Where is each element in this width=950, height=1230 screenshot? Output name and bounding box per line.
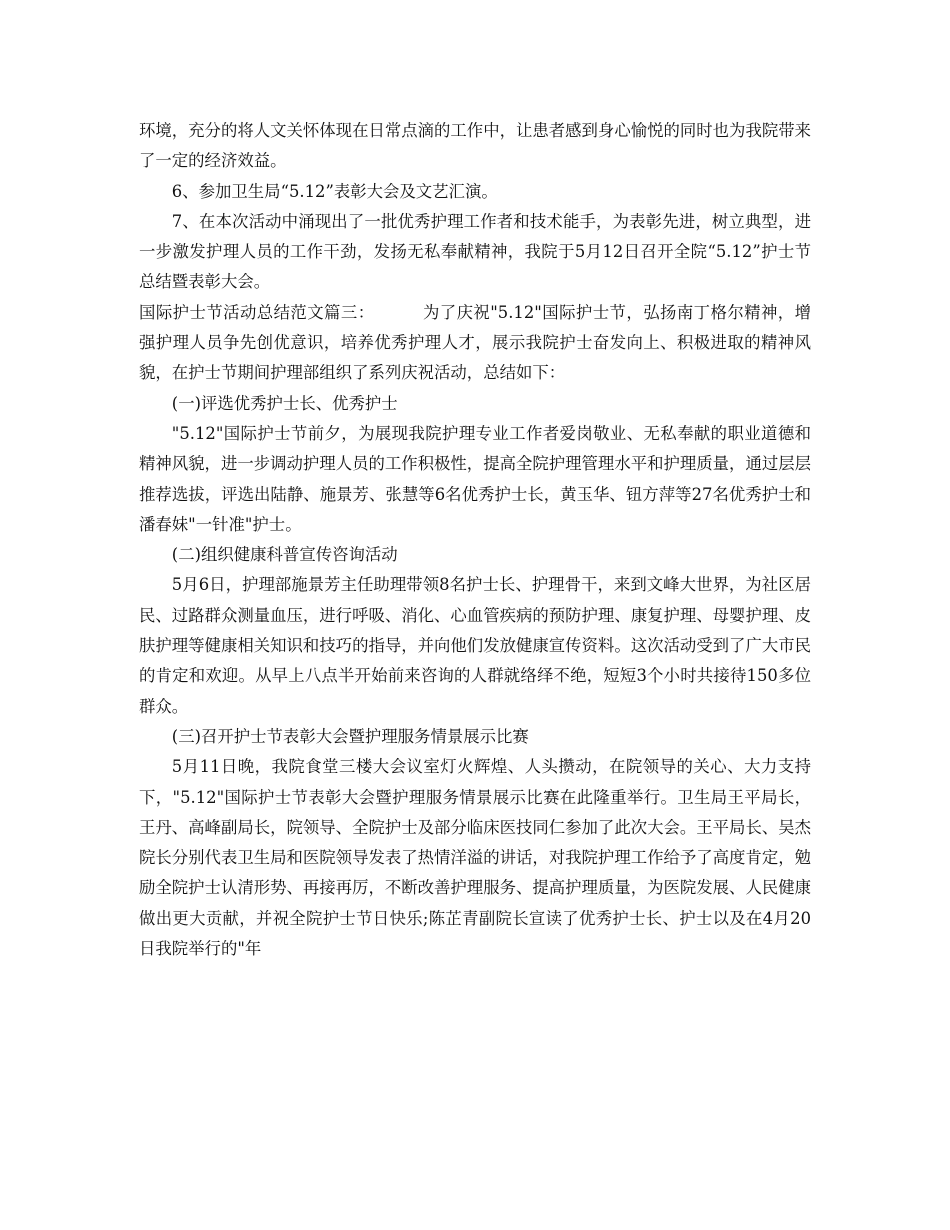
subheading: (三)召开护士节表彰大会暨护理服务情景展示比赛 xyxy=(171,726,529,746)
subheading: (一)评选优秀护士长、优秀护士 xyxy=(171,393,398,413)
document-body xyxy=(139,116,811,964)
paragraph-text: 为了庆祝"5.12"国际护士节，弘扬南丁格尔精神，增强护理人员争先创优意识，培养优秀护理人才，展示我院护士奋发向上、积极进取的精神风貌，在护士节期间护理部组织了系列庆祝活动，总结如下： xyxy=(139,302,811,383)
subheading: (二)组织健康科普宣传咨询活动 xyxy=(171,545,398,565)
paragraph: 环境，充分的将人文关怀体现在日常点滴的工作中，让患者感到身心愉悦的同时也为我院带来了一定的经济效益。 xyxy=(139,121,812,171)
paragraph: 5月6日，护理部施景芳主任助理带领8名护士长、护理骨干，来到文峰大世界，为社区居民、过路群众测量血压，进行呼吸、消化、心血管疾病的预防护理、康复护理、母婴护理、皮肤护理等健康相关知识和技巧的指导，并向他们发放健康宣传资料。这次活动受到了广大市民的肯定和欢迎。从早上八点半开始前来咨询的人群就络绎不绝，短短3个小时共接待150多位群众。 xyxy=(139,575,812,716)
paragraph: "5.12"国际护士节前夕，为展现我院护理专业工作者爱岗敬业、无私奉献的职业道德和精神风貌，进一步调动护理人员的工作积极性，提高全院护理管理水平和护理质量，通过层层推荐选拔，评选出陆静、施景芳、张慧等6名优秀护士长，黄玉华、钮方萍等27名优秀护士和潘春妹"一针准"护士。 xyxy=(139,423,812,534)
paragraph: 7、在本次活动中涌现出了一批优秀护理工作者和技术能手，为表彰先进，树立典型，进一步激发护理人员的工作干劲，发扬无私奉献精神，我院于5月12日召开全院“5.12”护士节总结暨表彰大会。 xyxy=(139,211,811,292)
paragraph-with-heading xyxy=(139,298,811,389)
section-heading: 国际护士节活动总结范文篇三： xyxy=(139,302,375,322)
paragraph: 6、参加卫生局“5.12”表彰大会及文艺汇演。 xyxy=(171,181,498,201)
paragraph: 5月11日晚，我院食堂三楼大会议室灯火辉煌、人头攒动，在院领导的关心、大力支持下，"5.12"国际护士节表彰大会暨护理服务情景展示比赛在此隆重举行。卫生局王平局长，王丹、高峰副局长，院领导、全院护士及部分临床医技同仁参加了此次大会。王平局长、吴杰院长分别代表卫生局和医院领导发表了热情洋溢的讲话，对我院护理工作给予了高度肯定，勉励全院护士认清形势、再接再厉，不断改善护理服务、提高护理质量，为医院发展、人民健康做出更大贡献，并祝全院护士节日快乐;陈芷青副院长宣读了优秀护士长、护士以及在4月20日我院举行的"年 xyxy=(139,757,812,959)
